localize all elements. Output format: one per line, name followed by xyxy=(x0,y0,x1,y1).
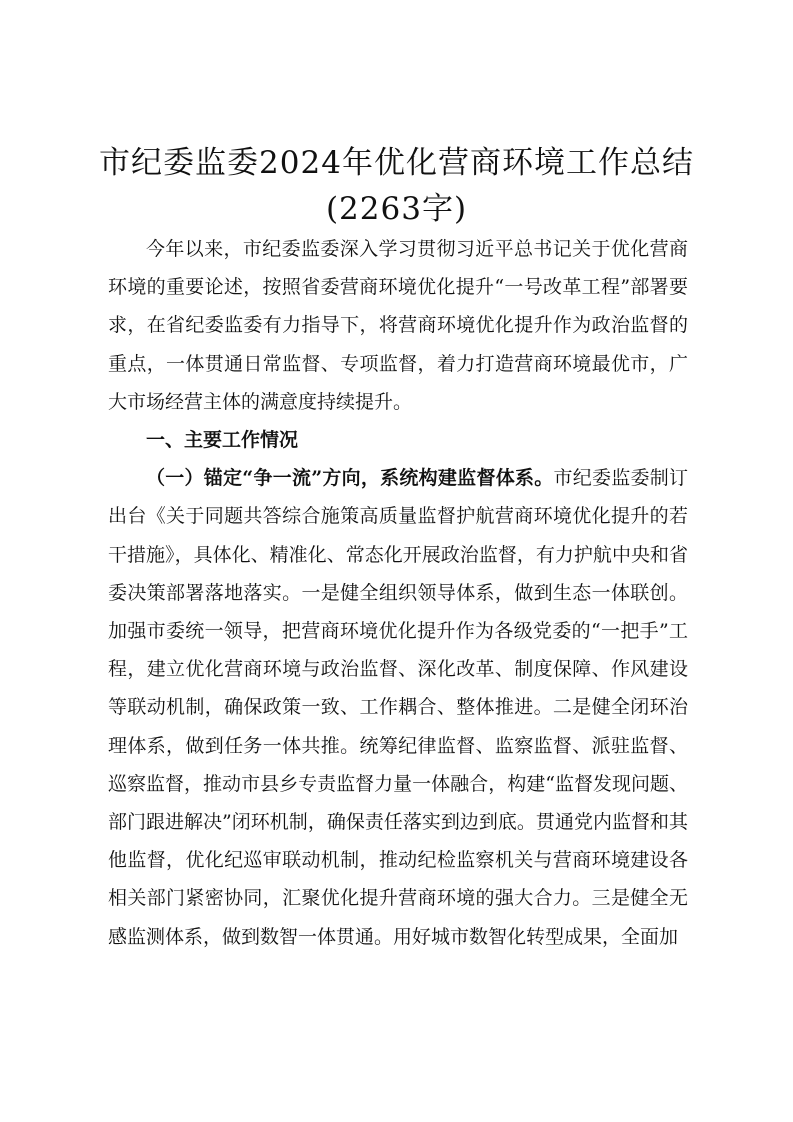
section-heading: 一、主要工作情况 xyxy=(146,429,299,452)
intro-paragraph: 今年以来，市纪委监委深入学习贯彻习近平总书记关于优化营商环境的重要论述，按照省委营商环境优化提升“一号改革工程”部署要求，在省纪委监委有力指导下，将营商环境优化提升作为政治监督的重点，一体贯通日常监督、专项监督，着力打造营商环境最优市，广大市场经营主体的满意度持续提升。 xyxy=(108,238,688,413)
paragraph-lead: （一）锚定“争一流”方向，系统构建监督体系。 xyxy=(146,467,554,490)
word-count-subtitle: (2263字) xyxy=(325,191,468,227)
section-paragraph xyxy=(108,459,688,956)
document-body xyxy=(108,230,688,956)
document-title: 市纪委监委2024年优化营商环境工作总结 xyxy=(99,145,694,181)
paragraph-text: 市纪委监委制订出台《关于同题共答综合施策高质量监督护航营商环境优化提升的若干措施》，具体化、精准化、常态化开展政治监督，有力护航中央和省委决策部署落地落实。一是健全组织领导体系，做到生态一体联创。加强市委统一领导，把营商环境优化提升作为各级党委的“一把手”工程，建立优化营商环境与政治监督、深化改革、制度保障、作风建设等联动机制，确保政策一致、工作耦合、整体推进。二是健全闭环治理体系，做到任务一体共推。统筹纪律监督、监察监督、派驻监督、巡察监督，推动市县乡专责监督力量一体融合，构建“监督发现问题、部门跟进解决”闭环机制，确保责任落实到边到底。贯通党内监督和其他监督，优化纪巡审联动机制，推动纪检监察机关与营商环境建设各相关部门紧密协同，汇聚优化提升营商环境的强大合力。三是健全无感监测体系，做到数智一体贯通。用好城市数智化转型成果，全面加 xyxy=(108,467,688,948)
